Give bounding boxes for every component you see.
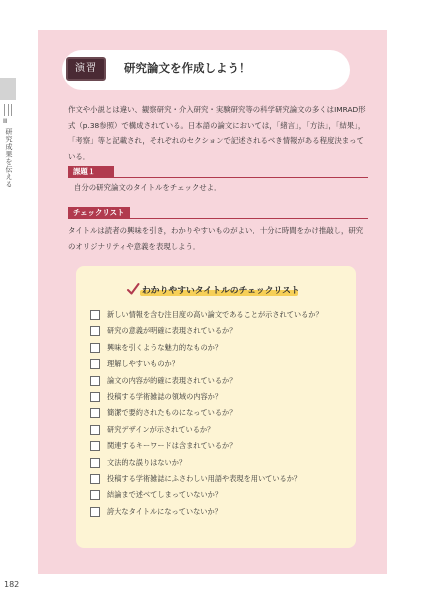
side-tab-marker [0, 78, 16, 100]
checklist-item-label: 文法的な誤りはないか？ [107, 457, 187, 467]
checklist-item-label: 簡潔で要約されたものになっているか？ [107, 408, 237, 418]
checklist-item-label: 興味を引くような魅力的なものか？ [107, 342, 223, 352]
checkbox[interactable] [90, 376, 100, 386]
checklist-item-label: 研究の意義が明確に表現されているか？ [107, 326, 237, 336]
side-lines-icon [4, 104, 12, 116]
checklist-item[interactable] [90, 357, 352, 371]
checklist-item[interactable] [90, 390, 352, 404]
checklist-item-label: 論文の内容が的確に表現されているか？ [107, 375, 237, 385]
checkbox[interactable] [90, 458, 100, 468]
checkbox[interactable] [90, 441, 100, 451]
exercise-badge [66, 57, 106, 81]
intro-paragraph: 作文や小説とは違い、観察研究・介入研究・実験研究等の科学研究論文の多くはIMRAD形式（p.38参照）で構成されている。日本語の論文においては，「緒言」，「方法」，「結果」，「考察」等と記載され，それぞれのセクションで記述されるべき情報がある程度決まっている． [68, 105, 366, 161]
checkbox[interactable] [90, 359, 100, 369]
checklist-item[interactable] [90, 324, 352, 338]
exercise-title: 研究論文を作成しよう！ [124, 61, 251, 75]
checklist-item[interactable] [90, 488, 352, 502]
checklist-item-label: 投稿する学術雑誌の領域の内容か？ [107, 392, 223, 401]
checklist-item-label: 誇大なタイトルになっていないか？ [107, 506, 222, 516]
side-chapter-number: Ⅲ [3, 118, 8, 125]
checklist-item[interactable] [90, 406, 352, 420]
checkbox[interactable] [90, 408, 100, 418]
checkmark-icon [126, 282, 140, 296]
checklist-item[interactable] [90, 308, 352, 322]
side-chapter-title: 研究成果を伝える [5, 128, 13, 188]
checklist-label: チェックリスト [68, 207, 130, 219]
side-strip [0, 0, 16, 600]
checkbox[interactable] [90, 392, 100, 402]
checkbox[interactable] [90, 490, 100, 500]
checklist-item[interactable] [90, 423, 352, 437]
checklist-divider [68, 218, 368, 219]
checklist-item-label: 研究デザインが示されているか？ [107, 424, 215, 434]
checkbox[interactable] [90, 343, 100, 353]
checklist-item-label: 結論まで述べてしまっていないか？ [107, 490, 223, 500]
checkbox[interactable] [90, 310, 100, 320]
task-label: 課題１ [68, 166, 114, 178]
checklist-text: タイトルは読者の興味を引き，わかりやすいものがよい．十分に時間をかけ推敲し，研究のオリジナリティや意義を表現しよう． [68, 226, 364, 251]
task-text: 自分の研究論文のタイトルをチェックせよ． [74, 183, 222, 192]
exercise-badge-label: 演習 [75, 63, 97, 74]
checklist-item[interactable] [90, 505, 352, 519]
checkbox[interactable] [90, 326, 100, 336]
checklist-item-label: 新しい情報を含む注目度の高い論文であることが示されているか？ [107, 310, 323, 319]
page-number: 182 [4, 580, 20, 589]
checklist-item[interactable] [90, 374, 352, 388]
bubble-tail [114, 60, 122, 72]
checklist-box-title: わかりやすいタイトルのチェックリスト [142, 286, 300, 296]
checklist-item[interactable] [90, 456, 352, 470]
checkbox[interactable] [90, 474, 100, 484]
checklist-item-label: 関連するキーワードは含まれているか？ [107, 441, 237, 451]
checkbox[interactable] [90, 507, 100, 517]
checklist-item-label: 理解しやすいものか？ [107, 359, 179, 369]
checklist-item[interactable] [90, 341, 352, 355]
checkbox[interactable] [90, 425, 100, 435]
checklist-item[interactable] [90, 472, 352, 486]
checklist-item-label: 投稿する学術雑誌にふさわしい用語や表現を用いているか？ [107, 474, 302, 483]
checklist-item[interactable] [90, 439, 352, 453]
task-divider [68, 177, 368, 178]
